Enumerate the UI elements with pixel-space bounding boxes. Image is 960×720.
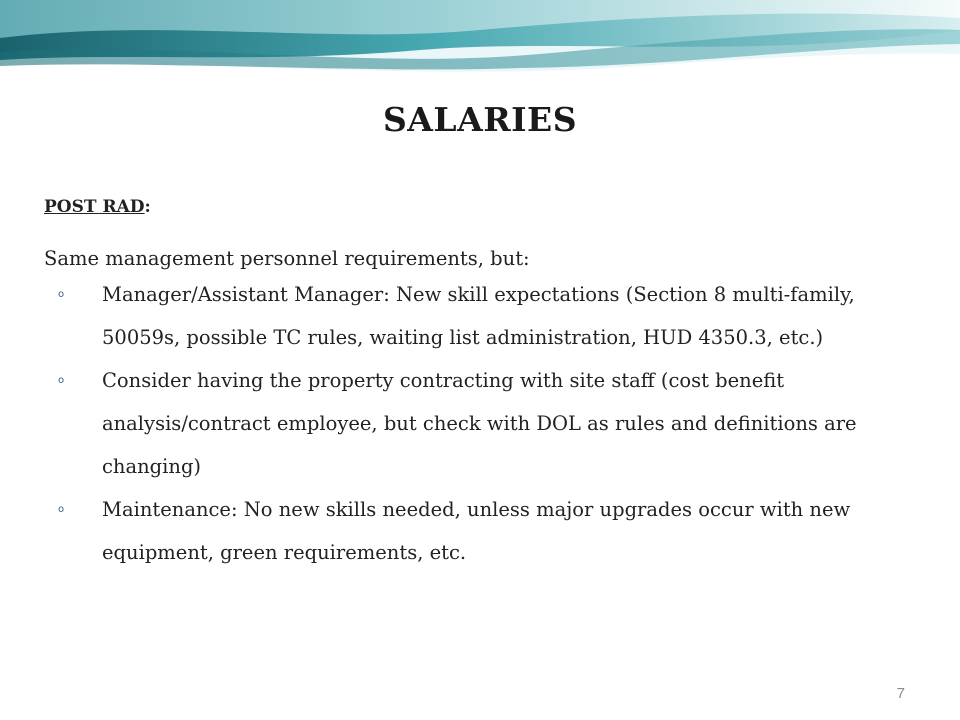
bullet-marker-icon: o — [58, 375, 65, 386]
bullet-item — [44, 488, 924, 574]
bullet-text: Consider having the property contracting with site staff (cost benefit analysis/contract employee, but check with DOL as rules and definitions are changing) — [102, 369, 857, 478]
bullet-marker-icon: o — [58, 289, 65, 300]
slide-title: SALARIES — [382, 100, 578, 139]
bullet-item — [44, 273, 924, 359]
page-number: 7 — [896, 685, 905, 702]
subheading-label: POST RAD — [44, 197, 145, 217]
bullet-list — [44, 273, 924, 574]
bullet-marker-icon: o — [58, 504, 65, 515]
section-subheading — [44, 197, 151, 217]
decorative-wave-banner — [0, 0, 960, 78]
subheading-colon: : — [144, 197, 151, 217]
lead-paragraph: Same management personnel requirements, but: — [44, 247, 530, 270]
bullet-item — [44, 359, 924, 488]
bullet-text: Maintenance: No new skills needed, unless major upgrades occur with new equipment, green requirements, etc. — [102, 498, 851, 564]
bullet-text: Manager/Assistant Manager: New skill expectations (Section 8 multi-family, 50059s, possible TC rules, waiting list administration, HUD 4350.3, etc.) — [102, 283, 855, 349]
